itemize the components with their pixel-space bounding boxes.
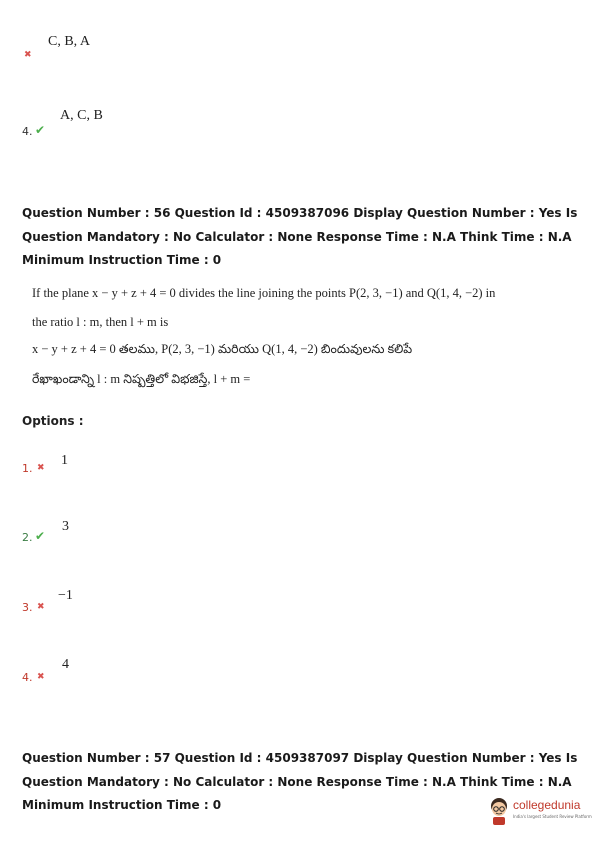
options-label: Options : <box>22 414 84 428</box>
question-meta: Question Number : 57 Question Id : 4509387097 Display Question Number : Yes Is Question Mandatory : No Calculator : None Response Time : N.A Think Time : N.A Minimum Instruction Time : 0 <box>22 751 578 812</box>
option-text: −1 <box>58 588 73 603</box>
cross-icon: ✖ <box>24 50 32 60</box>
question-text-te-1: x − y + z + 4 = 0 తలము, P(2, 3, −1) మరియు Q(1, 4, −2) బిందువులను కలిపే <box>32 342 413 356</box>
option-text: 4 <box>62 657 69 672</box>
option-text: 3 <box>62 519 69 534</box>
option-number: 3. <box>22 601 33 614</box>
option-number: 2. <box>22 531 33 544</box>
check-icon: ✔ <box>35 123 46 137</box>
logo-name: collegedunia <box>513 798 581 812</box>
option-number: 4. <box>22 671 33 684</box>
option-text: 1 <box>61 453 68 468</box>
cross-icon: ✖ <box>37 672 45 682</box>
logo-tagline: India's largest Student Review Platform <box>513 814 592 819</box>
question-text-en-2: the ratio l : m, then l + m is <box>32 315 169 329</box>
mascot-icon <box>487 796 511 826</box>
question-text-en-1: If the plane x − y + z + 4 = 0 divides the line joining the points P(2, 3, −1) and Q(1, 4, −2) in <box>32 286 496 300</box>
collegedunia-logo <box>487 794 592 828</box>
option-number: 4. <box>22 125 33 138</box>
question-meta: Question Number : 56 Question Id : 4509387096 Display Question Number : Yes Is Question Mandatory : No Calculator : None Response Time : N.A Think Time : N.A Minimum Instruction Time : 0 <box>22 206 578 267</box>
cross-icon: ✖ <box>37 463 45 473</box>
option-number: 1. <box>22 462 33 475</box>
question-text-te-2: రేఖాఖండాన్ని l : m నిష్పత్తిలో విభజిస్తే, l + m = <box>32 372 251 386</box>
prev-option-text: C, B, A <box>48 34 91 49</box>
prev-option-text: A, C, B <box>60 108 103 123</box>
cross-icon: ✖ <box>37 602 45 612</box>
check-icon: ✔ <box>35 529 46 543</box>
